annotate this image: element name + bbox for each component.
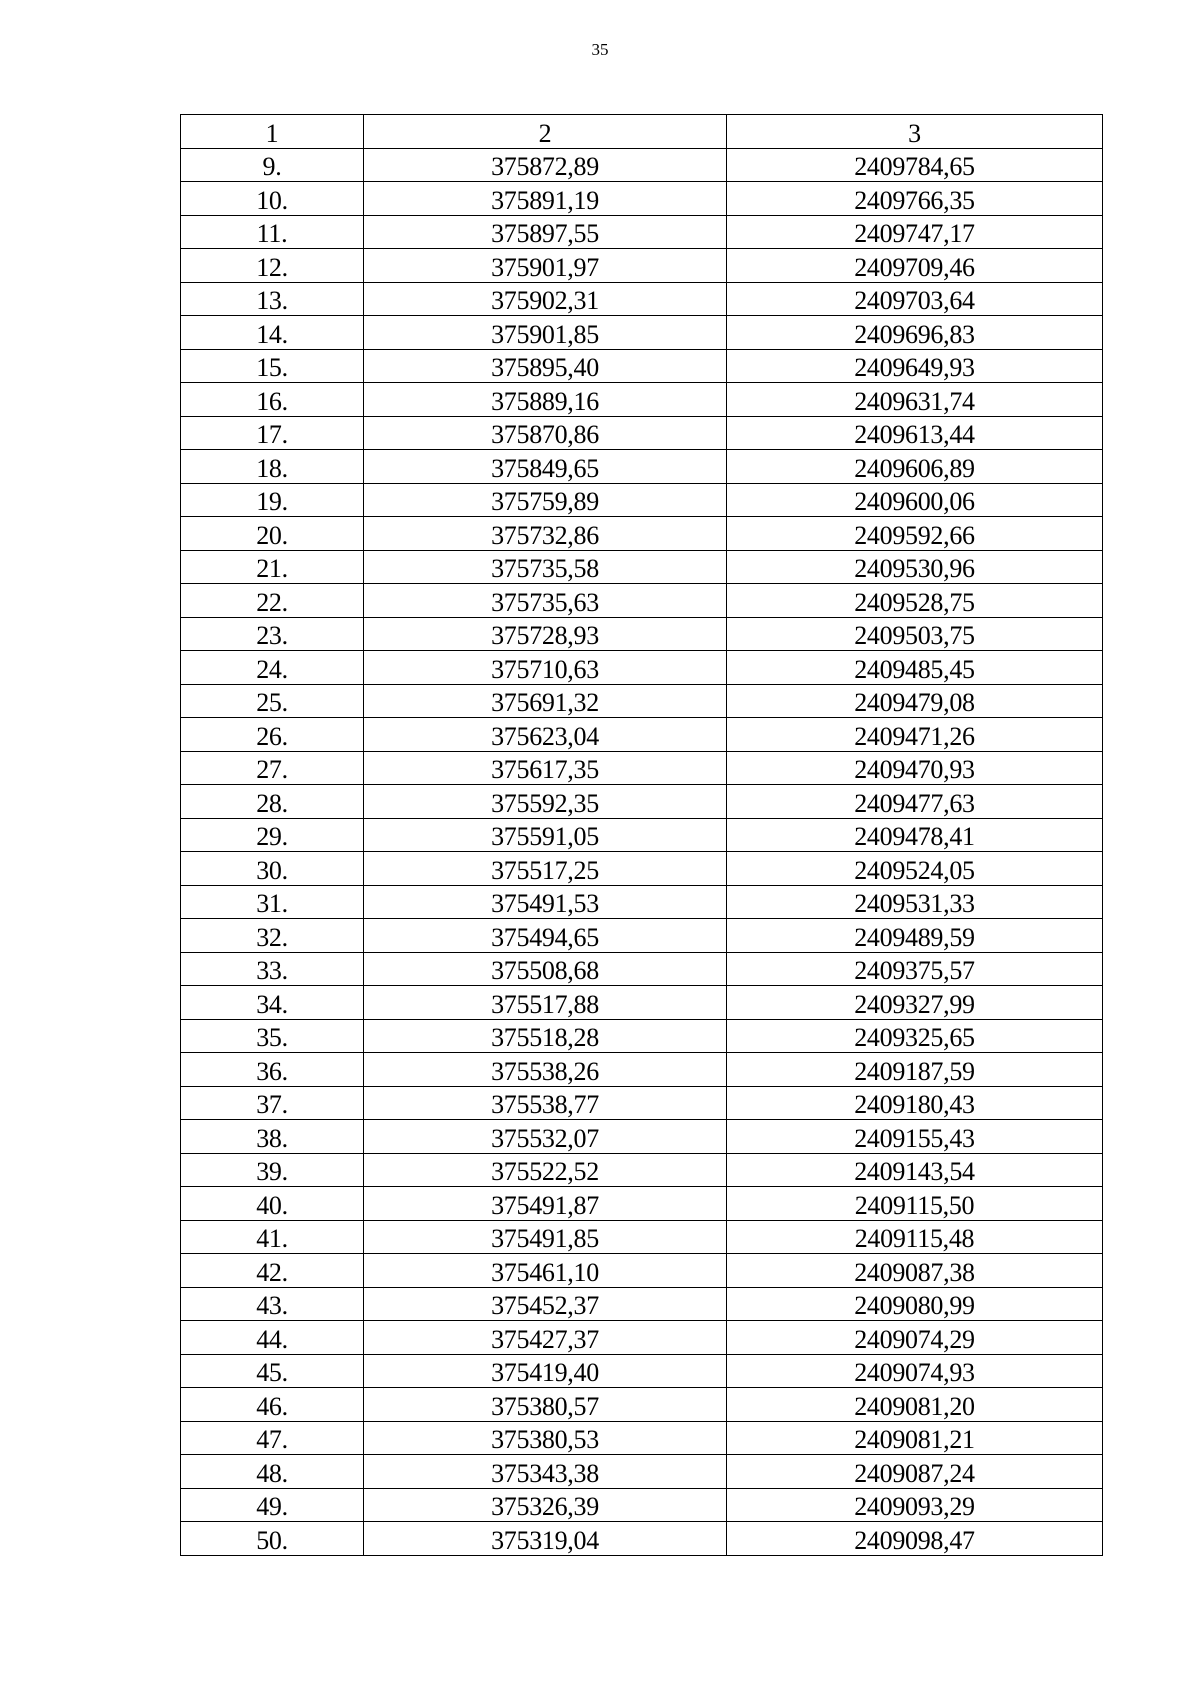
y-coordinate-cell: 2409530,96 xyxy=(727,550,1103,584)
table-row xyxy=(181,1086,1103,1120)
table-row xyxy=(181,1388,1103,1422)
y-coordinate-cell: 2409600,06 xyxy=(727,483,1103,517)
y-coordinate-cell: 2409524,05 xyxy=(727,852,1103,886)
point-number-cell: 15. xyxy=(181,349,364,383)
x-coordinate-cell: 375419,40 xyxy=(364,1354,727,1388)
point-number-cell: 46. xyxy=(181,1388,364,1422)
point-number-cell: 28. xyxy=(181,785,364,819)
x-coordinate-cell: 375617,35 xyxy=(364,751,727,785)
y-coordinate-cell: 2409375,57 xyxy=(727,952,1103,986)
table-row xyxy=(181,450,1103,484)
point-number-cell: 26. xyxy=(181,718,364,752)
table-row xyxy=(181,1455,1103,1489)
y-coordinate-cell: 2409747,17 xyxy=(727,215,1103,249)
x-coordinate-cell: 375889,16 xyxy=(364,383,727,417)
y-coordinate-cell: 2409093,29 xyxy=(727,1488,1103,1522)
point-number-cell: 39. xyxy=(181,1153,364,1187)
y-coordinate-cell: 2409477,63 xyxy=(727,785,1103,819)
x-coordinate-cell: 375895,40 xyxy=(364,349,727,383)
table-row xyxy=(181,684,1103,718)
coordinates-table xyxy=(180,114,1103,1556)
table-row xyxy=(181,852,1103,886)
x-coordinate-cell: 375591,05 xyxy=(364,818,727,852)
column-header-1: 1 xyxy=(181,115,364,149)
x-coordinate-cell: 375494,65 xyxy=(364,919,727,953)
x-coordinate-cell: 375517,25 xyxy=(364,852,727,886)
x-coordinate-cell: 375518,28 xyxy=(364,1019,727,1053)
table-row xyxy=(181,617,1103,651)
x-coordinate-cell: 375491,87 xyxy=(364,1187,727,1221)
y-coordinate-cell: 2409784,65 xyxy=(727,148,1103,182)
table-body xyxy=(181,148,1103,1555)
point-number-cell: 47. xyxy=(181,1421,364,1455)
y-coordinate-cell: 2409081,20 xyxy=(727,1388,1103,1422)
y-coordinate-cell: 2409479,08 xyxy=(727,684,1103,718)
x-coordinate-cell: 375732,86 xyxy=(364,517,727,551)
table-row xyxy=(181,1287,1103,1321)
table-row xyxy=(181,483,1103,517)
y-coordinate-cell: 2409115,48 xyxy=(727,1220,1103,1254)
point-number-cell: 9. xyxy=(181,148,364,182)
table-row xyxy=(181,584,1103,618)
x-coordinate-cell: 375491,53 xyxy=(364,885,727,919)
table-row xyxy=(181,316,1103,350)
y-coordinate-cell: 2409087,38 xyxy=(727,1254,1103,1288)
table-row xyxy=(181,249,1103,283)
point-number-cell: 30. xyxy=(181,852,364,886)
x-coordinate-cell: 375508,68 xyxy=(364,952,727,986)
y-coordinate-cell: 2409528,75 xyxy=(727,584,1103,618)
table-row xyxy=(181,1254,1103,1288)
point-number-cell: 24. xyxy=(181,651,364,685)
table-row xyxy=(181,1354,1103,1388)
point-number-cell: 11. xyxy=(181,215,364,249)
y-coordinate-cell: 2409074,29 xyxy=(727,1321,1103,1355)
y-coordinate-cell: 2409080,99 xyxy=(727,1287,1103,1321)
point-number-cell: 10. xyxy=(181,182,364,216)
table-row xyxy=(181,1187,1103,1221)
table-row xyxy=(181,885,1103,919)
x-coordinate-cell: 375452,37 xyxy=(364,1287,727,1321)
y-coordinate-cell: 2409327,99 xyxy=(727,986,1103,1020)
y-coordinate-cell: 2409478,41 xyxy=(727,818,1103,852)
table-row xyxy=(181,751,1103,785)
table-header-row xyxy=(181,115,1103,149)
x-coordinate-cell: 375380,57 xyxy=(364,1388,727,1422)
x-coordinate-cell: 375901,97 xyxy=(364,249,727,283)
x-coordinate-cell: 375538,26 xyxy=(364,1053,727,1087)
y-coordinate-cell: 2409180,43 xyxy=(727,1086,1103,1120)
point-number-cell: 34. xyxy=(181,986,364,1020)
x-coordinate-cell: 375735,63 xyxy=(364,584,727,618)
table-row xyxy=(181,1522,1103,1556)
point-number-cell: 44. xyxy=(181,1321,364,1355)
point-number-cell: 27. xyxy=(181,751,364,785)
x-coordinate-cell: 375728,93 xyxy=(364,617,727,651)
x-coordinate-cell: 375735,58 xyxy=(364,550,727,584)
table-row xyxy=(181,1321,1103,1355)
table-row xyxy=(181,550,1103,584)
table-row xyxy=(181,517,1103,551)
x-coordinate-cell: 375517,88 xyxy=(364,986,727,1020)
x-coordinate-cell: 375532,07 xyxy=(364,1120,727,1154)
point-number-cell: 35. xyxy=(181,1019,364,1053)
y-coordinate-cell: 2409143,54 xyxy=(727,1153,1103,1187)
point-number-cell: 21. xyxy=(181,550,364,584)
x-coordinate-cell: 375759,89 xyxy=(364,483,727,517)
x-coordinate-cell: 375427,37 xyxy=(364,1321,727,1355)
point-number-cell: 33. xyxy=(181,952,364,986)
x-coordinate-cell: 375538,77 xyxy=(364,1086,727,1120)
point-number-cell: 29. xyxy=(181,818,364,852)
y-coordinate-cell: 2409606,89 xyxy=(727,450,1103,484)
point-number-cell: 17. xyxy=(181,416,364,450)
y-coordinate-cell: 2409470,93 xyxy=(727,751,1103,785)
point-number-cell: 50. xyxy=(181,1522,364,1556)
y-coordinate-cell: 2409709,46 xyxy=(727,249,1103,283)
point-number-cell: 12. xyxy=(181,249,364,283)
table-row xyxy=(181,718,1103,752)
x-coordinate-cell: 375872,89 xyxy=(364,148,727,182)
y-coordinate-cell: 2409531,33 xyxy=(727,885,1103,919)
x-coordinate-cell: 375902,31 xyxy=(364,282,727,316)
x-coordinate-cell: 375491,85 xyxy=(364,1220,727,1254)
x-coordinate-cell: 375319,04 xyxy=(364,1522,727,1556)
x-coordinate-cell: 375623,04 xyxy=(364,718,727,752)
y-coordinate-cell: 2409696,83 xyxy=(727,316,1103,350)
y-coordinate-cell: 2409325,65 xyxy=(727,1019,1103,1053)
y-coordinate-cell: 2409155,43 xyxy=(727,1120,1103,1154)
table-row xyxy=(181,383,1103,417)
point-number-cell: 48. xyxy=(181,1455,364,1489)
table-row xyxy=(181,952,1103,986)
point-number-cell: 38. xyxy=(181,1120,364,1154)
y-coordinate-cell: 2409081,21 xyxy=(727,1421,1103,1455)
point-number-cell: 42. xyxy=(181,1254,364,1288)
y-coordinate-cell: 2409485,45 xyxy=(727,651,1103,685)
x-coordinate-cell: 375891,19 xyxy=(364,182,727,216)
table-row xyxy=(181,651,1103,685)
point-number-cell: 18. xyxy=(181,450,364,484)
point-number-cell: 31. xyxy=(181,885,364,919)
table-row xyxy=(181,818,1103,852)
x-coordinate-cell: 375901,85 xyxy=(364,316,727,350)
table-row xyxy=(181,1153,1103,1187)
x-coordinate-cell: 375592,35 xyxy=(364,785,727,819)
point-number-cell: 23. xyxy=(181,617,364,651)
y-coordinate-cell: 2409503,75 xyxy=(727,617,1103,651)
x-coordinate-cell: 375343,38 xyxy=(364,1455,727,1489)
x-coordinate-cell: 375380,53 xyxy=(364,1421,727,1455)
table-row xyxy=(181,919,1103,953)
point-number-cell: 43. xyxy=(181,1287,364,1321)
point-number-cell: 22. xyxy=(181,584,364,618)
y-coordinate-cell: 2409649,93 xyxy=(727,349,1103,383)
point-number-cell: 41. xyxy=(181,1220,364,1254)
table-row xyxy=(181,1220,1103,1254)
table-row xyxy=(181,1488,1103,1522)
table-row xyxy=(181,1053,1103,1087)
table-row xyxy=(181,182,1103,216)
point-number-cell: 49. xyxy=(181,1488,364,1522)
table-row xyxy=(181,986,1103,1020)
y-coordinate-cell: 2409489,59 xyxy=(727,919,1103,953)
y-coordinate-cell: 2409115,50 xyxy=(727,1187,1103,1221)
point-number-cell: 25. xyxy=(181,684,364,718)
table-row xyxy=(181,785,1103,819)
y-coordinate-cell: 2409703,64 xyxy=(727,282,1103,316)
x-coordinate-cell: 375326,39 xyxy=(364,1488,727,1522)
y-coordinate-cell: 2409471,26 xyxy=(727,718,1103,752)
table-row xyxy=(181,1019,1103,1053)
point-number-cell: 36. xyxy=(181,1053,364,1087)
point-number-cell: 20. xyxy=(181,517,364,551)
point-number-cell: 13. xyxy=(181,282,364,316)
y-coordinate-cell: 2409592,66 xyxy=(727,517,1103,551)
table-row xyxy=(181,148,1103,182)
table-row xyxy=(181,416,1103,450)
table-row xyxy=(181,1421,1103,1455)
y-coordinate-cell: 2409613,44 xyxy=(727,416,1103,450)
point-number-cell: 45. xyxy=(181,1354,364,1388)
table-row xyxy=(181,349,1103,383)
point-number-cell: 19. xyxy=(181,483,364,517)
x-coordinate-cell: 375461,10 xyxy=(364,1254,727,1288)
x-coordinate-cell: 375691,32 xyxy=(364,684,727,718)
y-coordinate-cell: 2409098,47 xyxy=(727,1522,1103,1556)
y-coordinate-cell: 2409087,24 xyxy=(727,1455,1103,1489)
point-number-cell: 32. xyxy=(181,919,364,953)
column-header-2: 2 xyxy=(364,115,727,149)
y-coordinate-cell: 2409631,74 xyxy=(727,383,1103,417)
table-row xyxy=(181,215,1103,249)
table-row xyxy=(181,282,1103,316)
point-number-cell: 16. xyxy=(181,383,364,417)
point-number-cell: 37. xyxy=(181,1086,364,1120)
y-coordinate-cell: 2409074,93 xyxy=(727,1354,1103,1388)
column-header-3: 3 xyxy=(727,115,1103,149)
table-row xyxy=(181,1120,1103,1154)
x-coordinate-cell: 375870,86 xyxy=(364,416,727,450)
x-coordinate-cell: 375522,52 xyxy=(364,1153,727,1187)
y-coordinate-cell: 2409766,35 xyxy=(727,182,1103,216)
x-coordinate-cell: 375849,65 xyxy=(364,450,727,484)
x-coordinate-cell: 375897,55 xyxy=(364,215,727,249)
y-coordinate-cell: 2409187,59 xyxy=(727,1053,1103,1087)
point-number-cell: 14. xyxy=(181,316,364,350)
point-number-cell: 40. xyxy=(181,1187,364,1221)
page-number: 35 xyxy=(591,40,609,59)
x-coordinate-cell: 375710,63 xyxy=(364,651,727,685)
